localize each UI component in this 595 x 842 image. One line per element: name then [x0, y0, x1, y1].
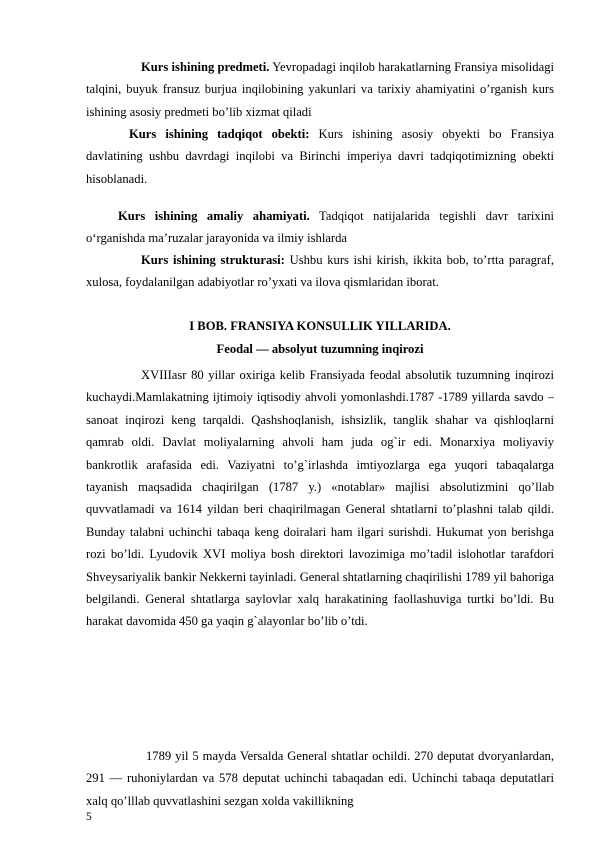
paragraph-object-text: Kurs ishining asosiy obyekti bo Fransiya davlatining ushbu davrdagi inqilobi va Birinchi imperiya davri tadqiqotimizning obekti hisoblanadi.	[86, 127, 555, 186]
paragraph-structure-heading: Kurs ishining strukturasi:	[141, 253, 285, 267]
paragraph-structure	[86, 249, 554, 294]
paragraph-subject	[86, 56, 554, 123]
paragraph-significance-heading: Kurs ishining amaliy ahamiyati.	[118, 209, 310, 223]
paragraph-object-heading: Kurs ishining tadqiqot obekti:	[129, 127, 310, 141]
body-paragraph: 1789 yil 5 mayda Versalda General shtatlar ochildi. 270 deputat dvoryanlardan, 291 — ruhoniylardan va 578 deputat uchinchi tabaqadan edi. Uchinchi tabaqa deputatlari xalq qo’lllab quvvatlashini sezgan xolda vakillikning	[86, 749, 554, 808]
paragraph-object	[86, 123, 554, 190]
page-number: 5	[86, 811, 92, 823]
paragraph-significance-text: Tadqiqot natijalarida tegishli davr tarixini o‘rganishda ma’ruzalar jarayonida va ilmiy ishlarda	[86, 209, 554, 246]
paragraph-subject-heading: Kurs ishining predmeti.	[141, 60, 270, 74]
chapter-title: I BOB. FRANSIYA KONSULLIK YILLARIDA.	[189, 319, 451, 333]
paragraph-structure-text: Ushbu kurs ishi kirish, ikkita bob, to’rtta paragraf, xulosa, foydalanilgan adabiyotlar ro’yxati va ilova qismlaridan iborat.	[86, 253, 554, 290]
paragraph-significance	[86, 205, 554, 250]
paragraph-subject-text: Yevropadagi inqilob harakatlarning Fransiya misolidagi talqini, buyuk fransuz burjua inqilobining yakunlari va tarixiy ahamiyatini o’rganish kurs ishining asosiy predmeti bo’lib xizmat qiladi	[86, 60, 554, 119]
body-paragraph: XVIIIasr 80 yillar oxiriga kelib Fransiyada feodal absolutik tuzumning inqirozi kuchaydi.Mamlakatning ijtimoiy iqtisodiy ahvoli yomonlashdi.1787 -1789 yillarda savdo – sanoat inqirozi keng tarqaldi. Qashshoqlanish, ishsizlik, tanglik shahar va qishloqlarni qamrab oldi. Davlat moliyalarning ahvoli ham juda og`ir edi. Monarxiya moliyaviy bankrotlik arafasida edi. Vaziyatni to’g`irlashda imtiyozlarga ega yuqori tabaqalarga tayanish maqsadida chaqirilgan (1787 y.) «notablar» majlisi absolutizmini qo’llab quvvatlamadi va 1614 yildan beri chaqirilmagan General shtatlarni to’plashni talab qildi. Bunday talabni uchinchi tabaqa keng doiralari ham ilgari surishdi. Hukumat yon berishga rozi bo’ldi. Lyudovik XVI moliya bosh direktori lavozimiga mo’tadil islohotlar tarafdori Shveysariyalik bankir Nekkerni tayinladi. General shtatlarning chaqirilishi 1789 yil bahoriga belgilandi. General shtatlarga saylovlar xalq harakatining faollashuviga turtki bo’ldi. Bu harakat davomida 450 ga yaqin g`alayonlar bo’lib o’tdi.	[86, 368, 554, 629]
section-title: Feodal — absolyut tuzumning inqirozi	[216, 342, 424, 356]
